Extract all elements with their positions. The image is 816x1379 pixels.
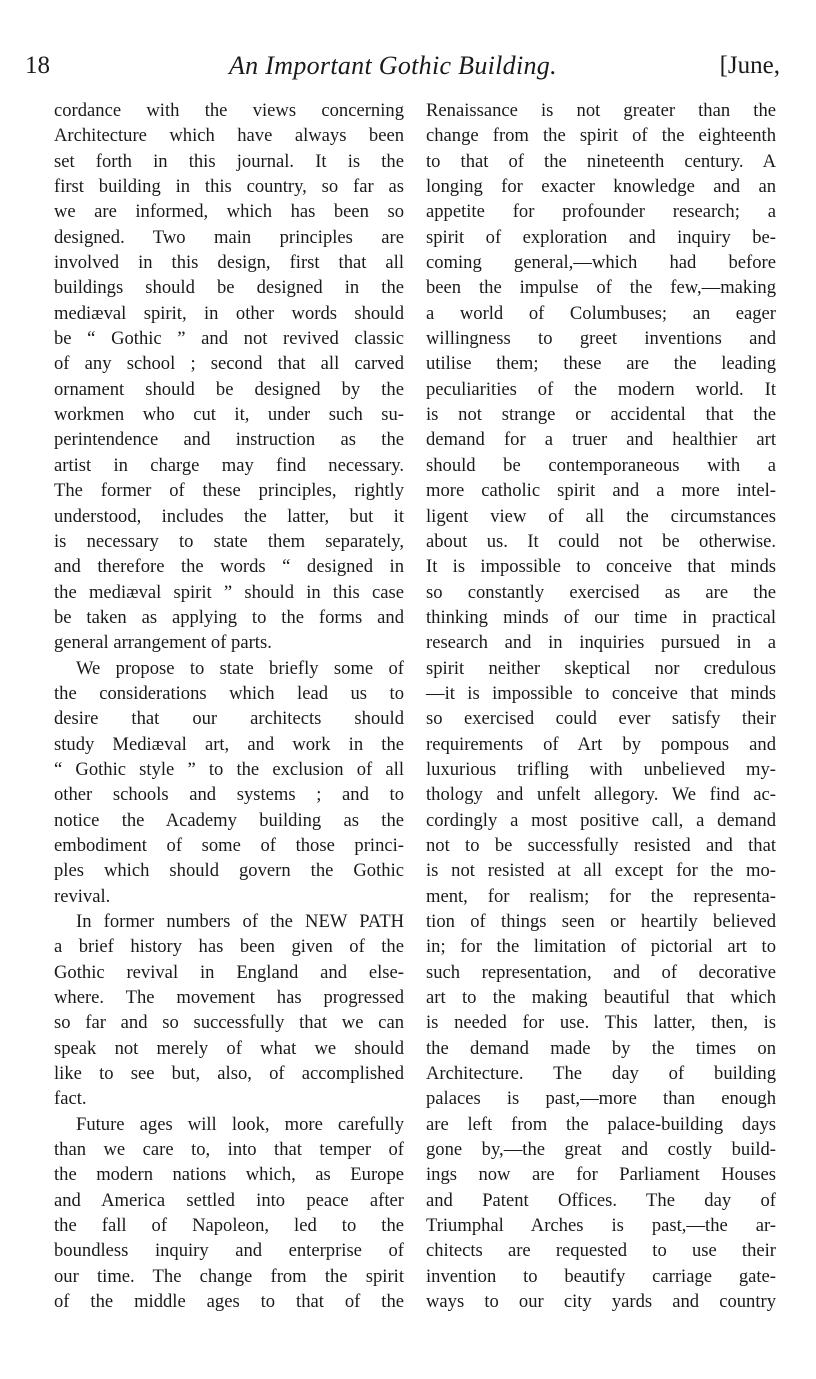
text-line: The former of these principles, rightly [54,480,404,502]
text-line: “ Gothic style ” to the exclusion of all [54,758,404,780]
text-line: tion of things seen or heartily believed [426,911,776,932]
text-line: not to be successfully resisted and that [426,834,776,856]
text-line: understood, includes the latter, but it [54,505,404,527]
text-line: ings now are for Parliament Houses [426,1164,776,1186]
text-line: appetite for profounder research; a [426,201,776,223]
right-column [426,98,776,1315]
text-line: the fall of Napoleon, led to the [54,1215,404,1237]
text-line: peculiarities of the modern world. It [426,378,776,400]
text-line: are left from the palace-building days [426,1113,776,1135]
text-line: Triumphal Arches is past,—the ar- [426,1215,776,1237]
text-line: notice the Academy building as the [54,809,404,831]
text-line: longing for exacter knowledge and an [426,176,776,198]
running-date: [June, [719,52,780,79]
text-line: Architecture. The day of building [426,1063,776,1085]
text-line: be “ Gothic ” and not revived classic [54,328,404,350]
text-line: so exercised could ever satisfy their [426,708,776,730]
text-line: utilise them; these are the leading [426,353,776,375]
text-line: cordance with the views concerning [54,100,404,121]
text-line: change from the spirit of the eighteenth [426,125,776,147]
text-line: the considerations which lead us to [54,682,404,704]
text-line: thology and unfelt allegory. We find ac- [426,784,776,806]
text-line: It is impossible to conceive that minds [426,556,776,578]
text-line: is necessary to state them separately, [54,530,404,552]
running-title: An Important Gothic Building. [229,51,557,80]
text-line: other schools and systems ; and to [54,784,404,806]
text-line: chitects are requested to use their [426,1240,776,1262]
text-line: we are informed, which has been so [54,201,404,223]
text-line: set forth in this journal. It is the [54,150,404,172]
text-line: and therefore the words “ designed in [54,556,404,578]
text-line: Architecture which have always been [54,125,404,147]
text-line: palaces is past,—more than enough [426,1088,776,1110]
text-line: ornament should be designed by the [54,378,404,400]
text-line: first building in this country, so far as [54,176,404,198]
text-line: Future ages will look, more carefully [76,1113,404,1135]
text-line: research and in inquiries pursued in a [426,632,776,654]
text-line: workmen who cut it, under such su- [54,404,404,426]
text-line: like to see but, also, of accomplished [54,1063,404,1085]
text-line: so far and so successfully that we can [54,1012,404,1034]
text-line: perintendence and instruction as the [54,429,404,451]
text-line: mediæval spirit, in other words should [54,302,404,324]
text-line: Gothic revival in England and else- [54,961,404,983]
text-line: than we care to, into that temper of [54,1139,404,1161]
text-line: Renaissance is not greater than the [426,100,776,121]
text-line: —it is impossible to conceive that minds [426,682,776,704]
text-line: embodiment of some of those princi- [54,834,404,856]
page-number: 18 [25,52,50,79]
text-line: more catholic spirit and a more intel- [426,480,776,502]
text-line: in; for the limitation of pictorial art to [426,936,776,958]
text-line: a world of Columbuses; an eager [426,302,776,324]
text-line: general arrangement of parts. [54,632,272,654]
text-line: so constantly exercised as are the [426,581,776,603]
text-line: involved in this design, first that all [54,252,404,274]
text-line: demand for a truer and healthier art [426,429,776,451]
text-line: the modern nations which, as Europe [54,1164,404,1186]
text-line: should be contemporaneous with a [426,454,776,476]
text-line: about us. It could not be otherwise. [426,530,776,552]
text-line: such representation, and of decorative [426,961,776,983]
text-line: revival. [54,885,111,907]
text-line: gone by,—the great and costly build- [426,1139,776,1161]
text-line: ways to our city yards and country [426,1291,776,1313]
text-line: our time. The change from the spirit [54,1265,404,1287]
text-line: invention to beautify carriage gate- [426,1265,776,1287]
running-header [25,50,780,90]
text-line: luxurious trifling with unbelieved my- [426,758,776,780]
text-line: requirements of Art by pompous and [426,733,776,755]
left-column [54,98,404,1315]
text-line: thinking minds of our time in practical [426,606,776,628]
text-line: to that of the nineteenth century. A [426,150,776,172]
text-line: art to the making beautiful that which [426,987,776,1009]
text-line: is not strange or accidental that the [426,404,776,426]
text-line: coming general,—which had before [426,252,776,274]
text-line: a brief history has been given of the [54,936,404,958]
text-line: artist in charge may find necessary. [54,454,404,476]
text-line: designed. Two main principles are [54,226,404,248]
text-line: is needed for use. This latter, then, is [426,1012,776,1034]
text-line: been the impulse of the few,—making [426,277,776,299]
text-line: speak not merely of what we should [54,1037,404,1059]
text-line: and America settled into peace after [54,1189,404,1211]
text-line: ment, for realism; for the representa- [426,885,776,907]
text-line: We propose to state briefly some of [76,657,404,679]
text-line: desire that our architects should [54,708,404,730]
text-line: boundless inquiry and enterprise of [54,1240,404,1262]
text-line: be taken as applying to the forms and [54,606,404,628]
text-line: In former numbers of the NEW PATH [76,911,404,932]
text-line: where. The movement has progressed [54,987,404,1009]
text-line: cordingly a most positive call, a demand [426,809,776,831]
text-line: ligent view of all the circumstances [426,505,776,527]
text-line: of the middle ages to that of the [54,1291,404,1313]
text-line: spirit neither skeptical nor credulous [426,657,776,679]
text-line: the demand made by the times on [426,1037,776,1059]
text-line: and Patent Offices. The day of [426,1189,776,1211]
text-line: ples which should govern the Gothic [54,860,404,882]
text-line: study Mediæval art, and work in the [54,733,404,755]
text-line: fact. [54,1088,87,1110]
text-line: is not resisted at all except for the mo- [426,860,776,882]
text-line: of any school ; second that all carved [54,353,404,375]
text-line: the mediæval spirit ” should in this case [54,581,404,603]
text-line: buildings should be designed in the [54,277,404,299]
text-line: willingness to greet inventions and [426,328,776,350]
text-line: spirit of exploration and inquiry be- [426,226,776,248]
